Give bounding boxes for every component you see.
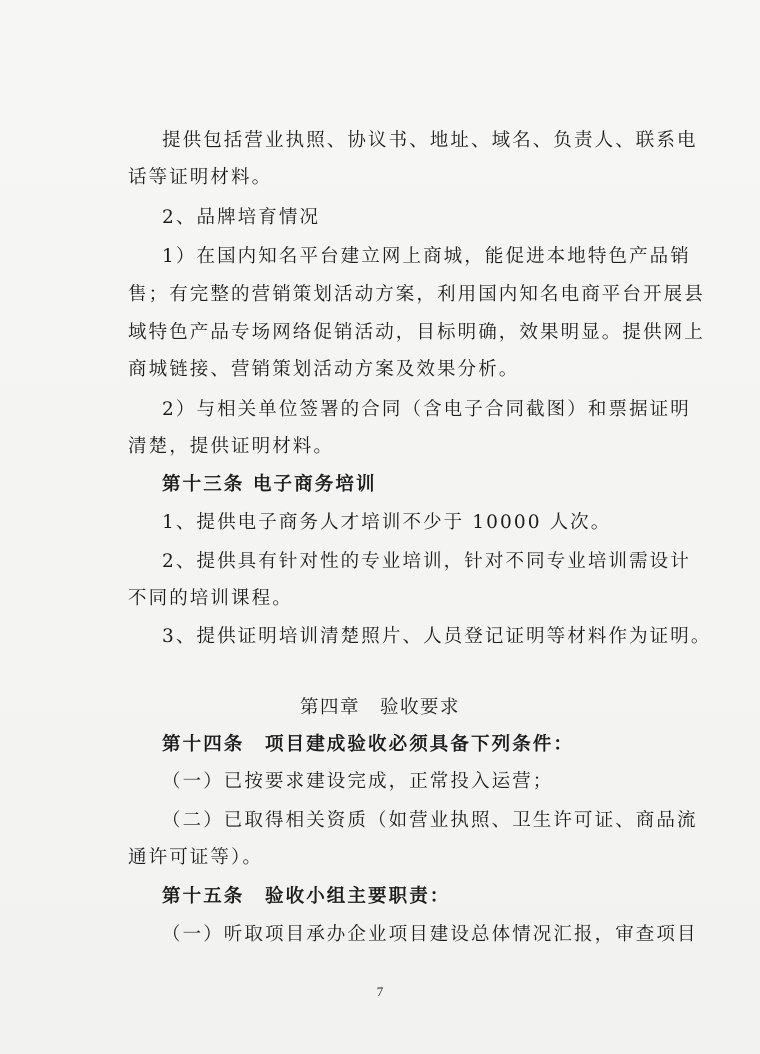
- paragraph-line: 1）在国内知名平台建立网上商城，能促进本地特色产品销: [162, 246, 691, 267]
- article-heading: 第十四条 项目建成验收必须具备下列条件：: [162, 734, 575, 755]
- paragraph-line: （一）听取项目承办企业项目建设总体情况汇报，审查项目: [162, 924, 698, 945]
- paragraph-line: （二）已取得相关资质（如营业执照、卫生许可证、商品流: [162, 810, 698, 831]
- paragraph-line: 域特色产品专场网络促销活动，目标明确，效果明显。提供网上: [128, 322, 705, 343]
- paragraph-line: 售；有完整的营销策划活动方案，利用国内知名电商平台开展县: [128, 284, 705, 305]
- paragraph-line: （一）已按要求建设完成，正常投入运营；: [162, 771, 554, 792]
- paragraph-line: 通许可证等）。: [128, 847, 263, 868]
- section-heading: 2、品牌培育情况: [162, 207, 321, 228]
- chapter-title: 第四章 验收要求: [299, 697, 460, 718]
- article-heading: 第十三条 电子商务培训: [162, 474, 377, 495]
- paragraph-line: 1、提供电子商务人才培训不少于 10000 人次。: [162, 512, 612, 533]
- paragraph-line: 不同的培训课程。: [128, 588, 293, 609]
- paragraph-line: 2）与相关单位签署的合同（含电子合同截图）和票据证明: [162, 399, 691, 420]
- paragraph-line: 2、提供具有针对性的专业培训，针对不同专业培训需设计: [162, 551, 691, 572]
- paragraph-line: 商城链接、营销策划活动方案及效果分析。: [128, 359, 520, 380]
- article-heading: 第十五条 验收小组主要职责：: [162, 886, 451, 907]
- page-number: 7: [376, 984, 384, 999]
- paragraph-line: 提供包括营业执照、协议书、地址、域名、负责人、联系电: [162, 130, 698, 151]
- paragraph-line: 3、提供证明培训清楚照片、人员登记证明等材料作为证明。: [162, 626, 712, 647]
- paragraph-line: 话等证明材料。: [128, 167, 273, 188]
- paragraph-line: 清楚，提供证明材料。: [128, 436, 335, 457]
